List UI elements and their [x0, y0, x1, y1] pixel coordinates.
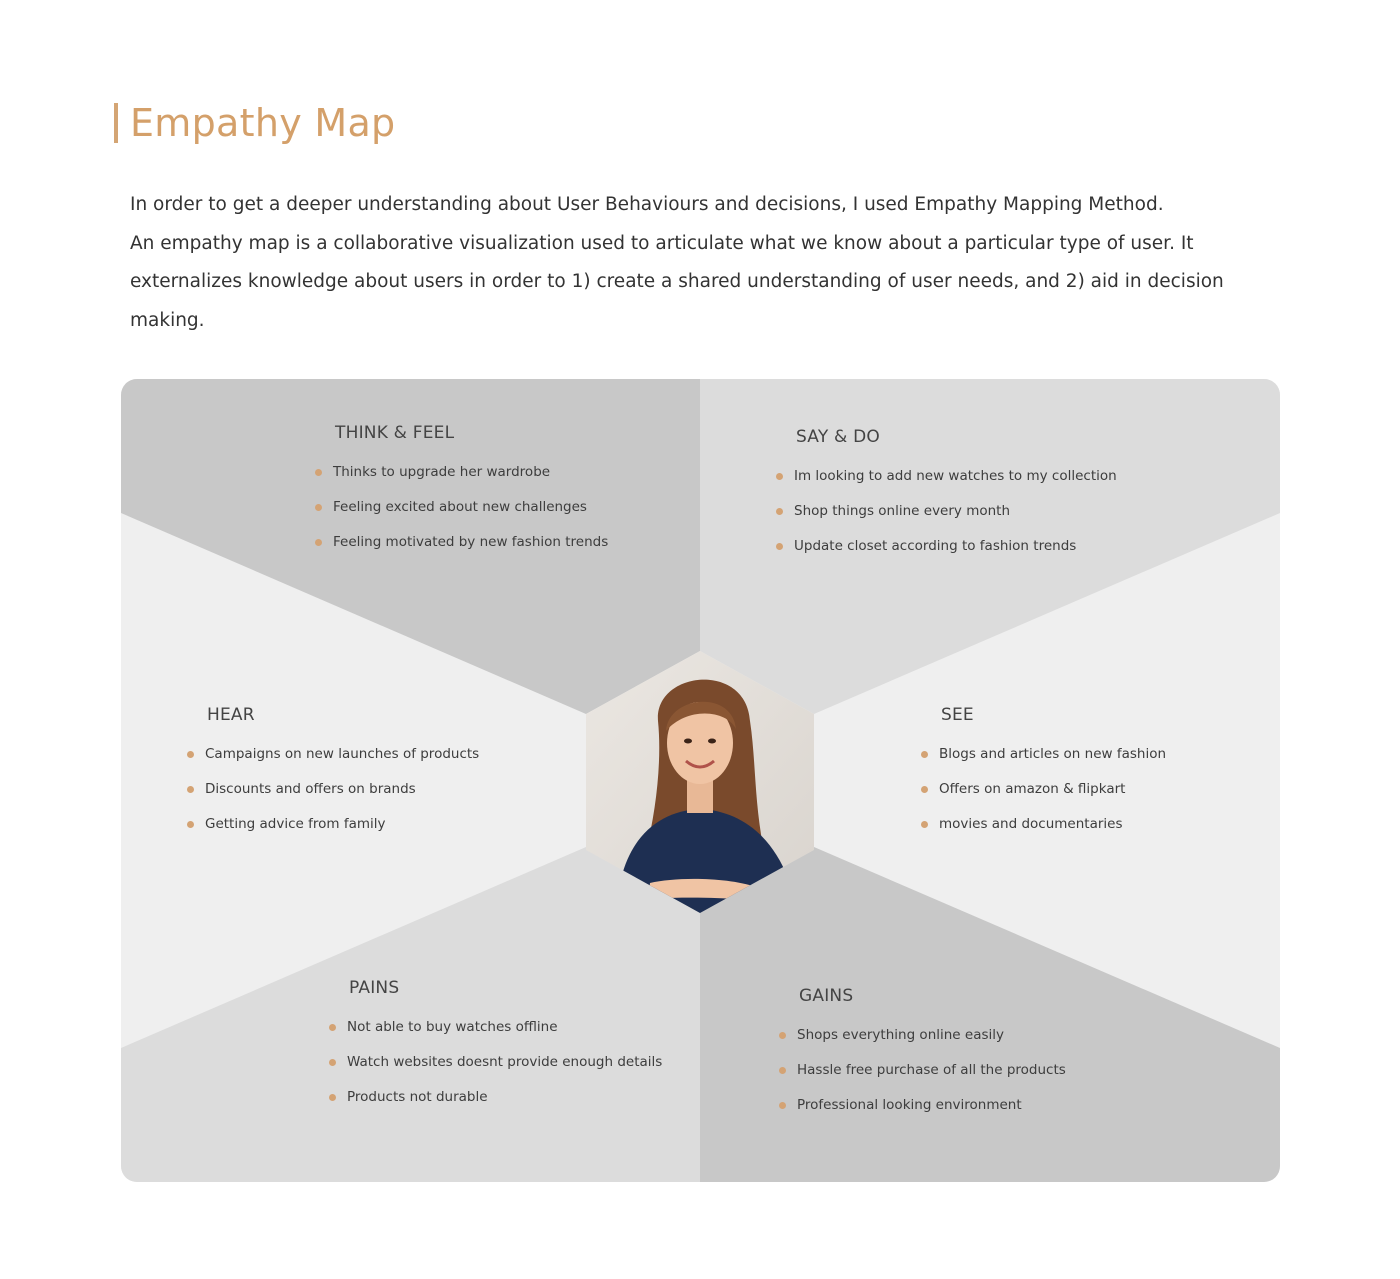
say-do-title: SAY & DO	[796, 427, 880, 447]
hear-section	[187, 705, 479, 842]
bullet-icon	[329, 1094, 336, 1101]
bullet-icon	[329, 1059, 336, 1066]
list-item: Offers on amazon & flipkart	[921, 772, 1166, 807]
list-item: Watch websites doesnt provide enough details	[329, 1045, 662, 1080]
bullet-icon	[776, 473, 783, 480]
bullet-icon	[187, 751, 194, 758]
list-item: Thinks to upgrade her wardrobe	[315, 455, 608, 490]
hear-title: HEAR	[207, 705, 255, 725]
bullet-icon	[779, 1032, 786, 1039]
pains-section	[329, 978, 662, 1115]
bullet-icon	[921, 751, 928, 758]
list-item: Campaigns on new launches of products	[187, 737, 479, 772]
persona-photo	[586, 651, 814, 913]
list-item: Getting advice from family	[187, 807, 479, 842]
bullet-icon	[187, 821, 194, 828]
bullet-icon	[779, 1102, 786, 1109]
list-item: Professional looking environment	[779, 1088, 1066, 1123]
list-item: Blogs and articles on new fashion	[921, 737, 1166, 772]
list-item: Update closet according to fashion trends	[776, 529, 1117, 564]
say-do-section	[776, 427, 1117, 564]
list-item: Not able to buy watches offline	[329, 1010, 662, 1045]
intro-text	[130, 186, 1270, 340]
bullet-icon	[315, 539, 322, 546]
pains-title: PAINS	[349, 978, 400, 998]
gains-section	[779, 986, 1066, 1123]
intro-line-2: An empathy map is a collaborative visualization used to articulate what we know about a particular type of user. It externalizes knowledge about users in order to 1) create a shared understanding of user needs, and 2) aid in decision making.	[130, 232, 1224, 331]
title-accent-bar	[114, 103, 118, 143]
bullet-icon	[329, 1024, 336, 1031]
bullet-icon	[315, 469, 322, 476]
think-feel-section	[315, 423, 608, 560]
empathy-map	[121, 379, 1280, 1182]
see-title: SEE	[941, 705, 974, 725]
list-item: Shop things online every month	[776, 494, 1117, 529]
page-header	[114, 100, 395, 146]
list-item: movies and documentaries	[921, 807, 1166, 842]
bullet-icon	[315, 504, 322, 511]
bullet-icon	[187, 786, 194, 793]
bullet-icon	[921, 821, 928, 828]
intro-line-1: In order to get a deeper understanding about User Behaviours and decisions, I used Empathy Mapping Method.	[130, 194, 1164, 215]
list-item: Discounts and offers on brands	[187, 772, 479, 807]
bullet-icon	[776, 508, 783, 515]
list-item: Im looking to add new watches to my collection	[776, 459, 1117, 494]
list-item: Hassle free purchase of all the products	[779, 1053, 1066, 1088]
bullet-icon	[776, 543, 783, 550]
see-section	[921, 705, 1166, 842]
page-title: Empathy Map	[130, 101, 396, 145]
list-item: Products not durable	[329, 1080, 662, 1115]
list-item: Feeling motivated by new fashion trends	[315, 525, 608, 560]
think-feel-title: THINK & FEEL	[335, 423, 455, 443]
gains-title: GAINS	[799, 986, 854, 1006]
list-item: Feeling excited about new challenges	[315, 490, 608, 525]
bullet-icon	[779, 1067, 786, 1074]
bullet-icon	[921, 786, 928, 793]
list-item: Shops everything online easily	[779, 1018, 1066, 1053]
